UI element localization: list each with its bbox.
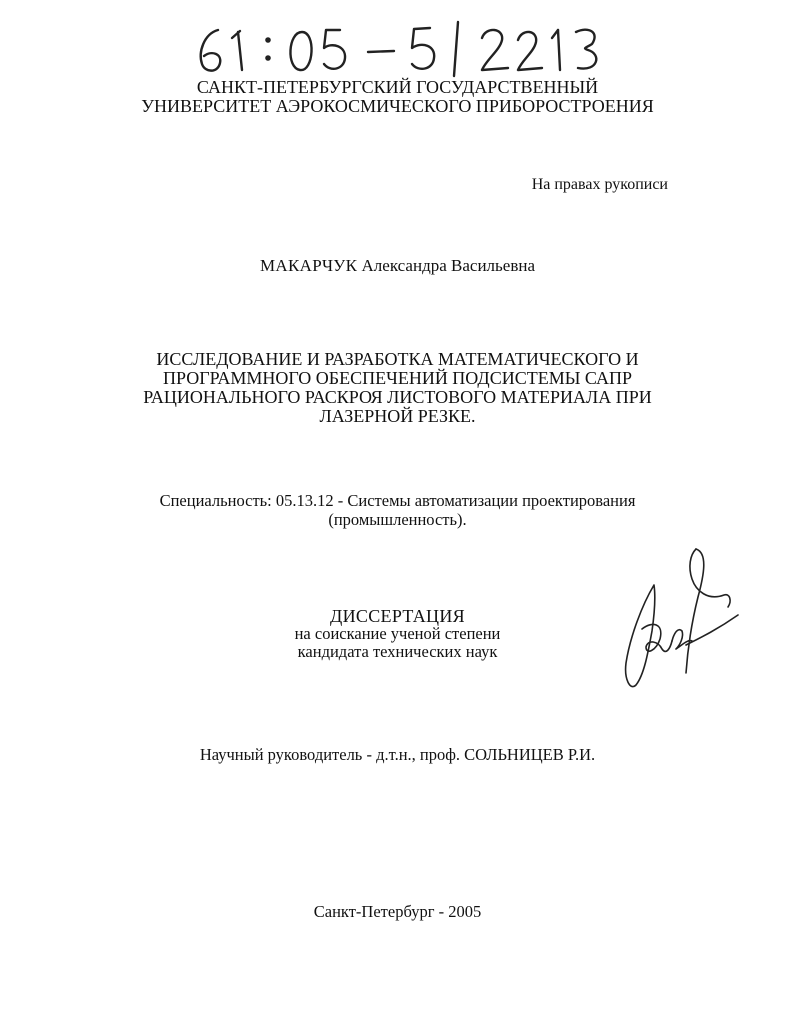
dissertation-degree-line-1: на соискание ученой степени — [294, 624, 501, 643]
title-line-4: ЛАЗЕРНОЙ РЕЗКЕ. — [319, 406, 476, 426]
dissertation-heading: ДИССЕРТАЦИЯ — [330, 606, 465, 626]
author-given-names: Александра Васильевна — [361, 256, 535, 275]
university-name — [0, 78, 795, 116]
signature-icon — [612, 545, 742, 695]
city-and-year: Санкт-Петербург - 2005 — [313, 902, 482, 921]
specialty-line-1: Специальность: 05.13.12 - Системы автоматизации проектирования — [159, 491, 636, 510]
title-line-3: РАЦИОНАЛЬНОГО РАСКРОЯ ЛИСТОВОГО МАТЕРИАЛА ПРИ — [143, 387, 652, 407]
university-name-line-1: САНКТ-ПЕТЕРБУРГСКИЙ ГОСУДАРСТВЕННЫЙ — [196, 77, 599, 97]
specialty — [0, 491, 795, 529]
scientific-supervisor: Научный руководитель - д.т.н., проф. СОЛЬНИЦЕВ Р.И. — [199, 745, 596, 764]
manuscript-rights-note: На правах рукописи — [531, 176, 668, 193]
title-line-1: ИССЛЕДОВАНИЕ И РАЗРАБОТКА МАТЕМАТИЧЕСКОГО И — [156, 349, 639, 369]
dissertation-degree-line-2: кандидата технических наук — [297, 642, 498, 661]
author-surname: МАКАРЧУК — [259, 256, 358, 275]
specialty-line-2: (промышленность). — [328, 510, 467, 529]
dissertation-title — [0, 350, 795, 426]
handwritten-archive-number — [190, 18, 620, 78]
author-name — [0, 256, 795, 276]
university-name-line-2: УНИВЕРСИТЕТ АЭРОКОСМИЧЕСКОГО ПРИБОРОСТРОЕНИЯ — [141, 96, 654, 116]
title-line-2: ПРОГРАММНОГО ОБЕСПЕЧЕНИЙ ПОДСИСТЕМЫ САПР — [162, 368, 633, 388]
